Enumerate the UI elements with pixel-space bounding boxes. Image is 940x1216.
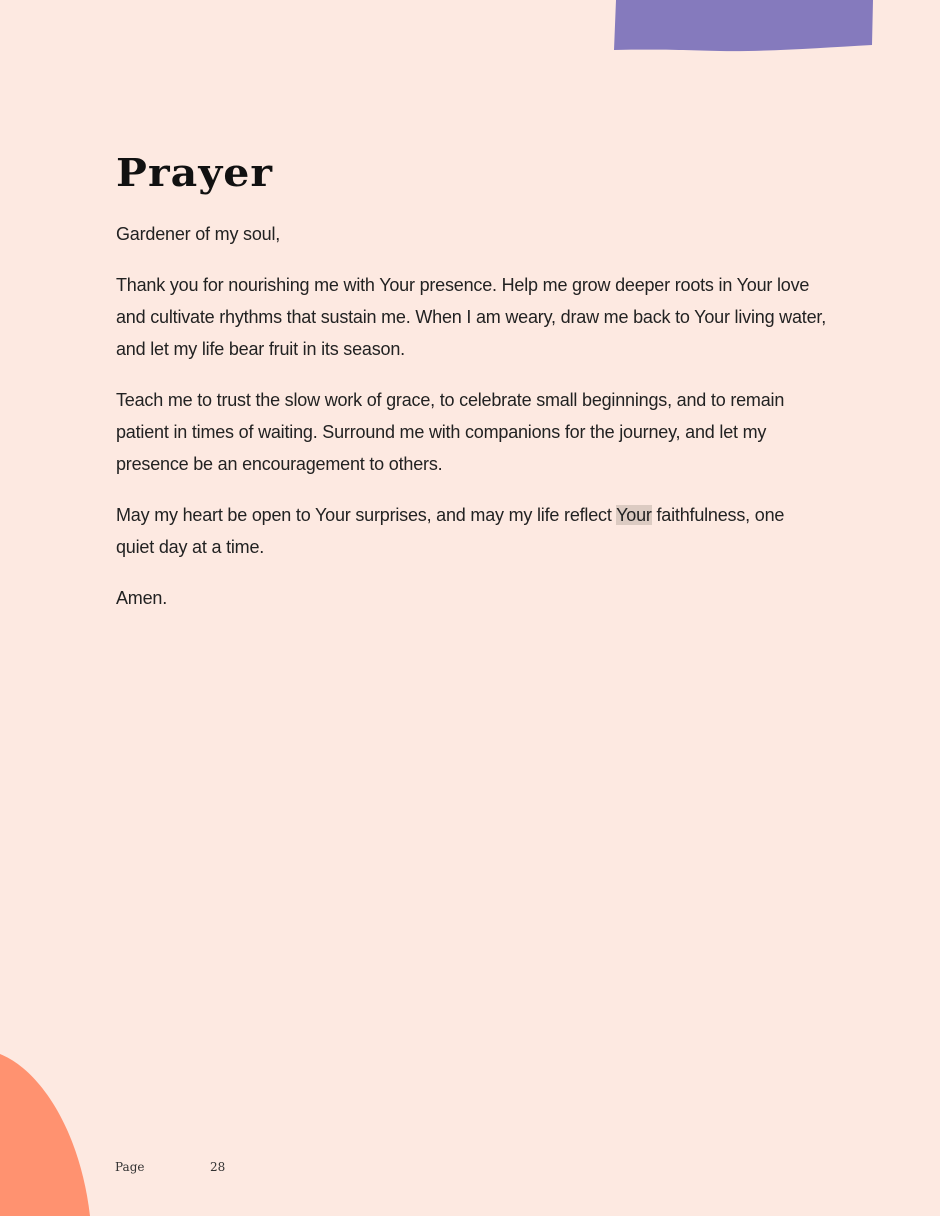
closing: Amen. — [116, 588, 168, 608]
decorative-orange-shape — [0, 1040, 120, 1216]
paragraph-2: Teach me to trust the slow work of grace, to celebrate small beginnings, and to remain patient in times of waiting. Surround me with companions for the journey, and let my presence be an encouragement to others. — [116, 390, 785, 474]
highlighted-word[interactable]: Your — [616, 505, 652, 525]
page-title: Prayer — [116, 150, 274, 195]
paragraph-1: Thank you for nourishing me with Your presence. Help me grow deeper roots in Your love and cultivate rhythms that sustain me. When I am weary, draw me back to Your living water, and let my life bear fruit in its season. — [116, 275, 826, 359]
paragraph-3-after: faithfulness, one quiet day at a time. — [116, 505, 785, 557]
page-label: Page — [115, 1160, 145, 1174]
decorative-purple-shape — [0, 0, 940, 60]
paragraph-3 — [116, 499, 826, 563]
salutation: Gardener of my soul, — [116, 224, 281, 244]
page-number: 28 — [210, 1160, 226, 1174]
page-footer — [115, 1160, 226, 1174]
prayer-content — [116, 148, 826, 633]
paragraph-3-before: May my heart be open to Your surprises, and may my life reflect — [116, 505, 617, 525]
